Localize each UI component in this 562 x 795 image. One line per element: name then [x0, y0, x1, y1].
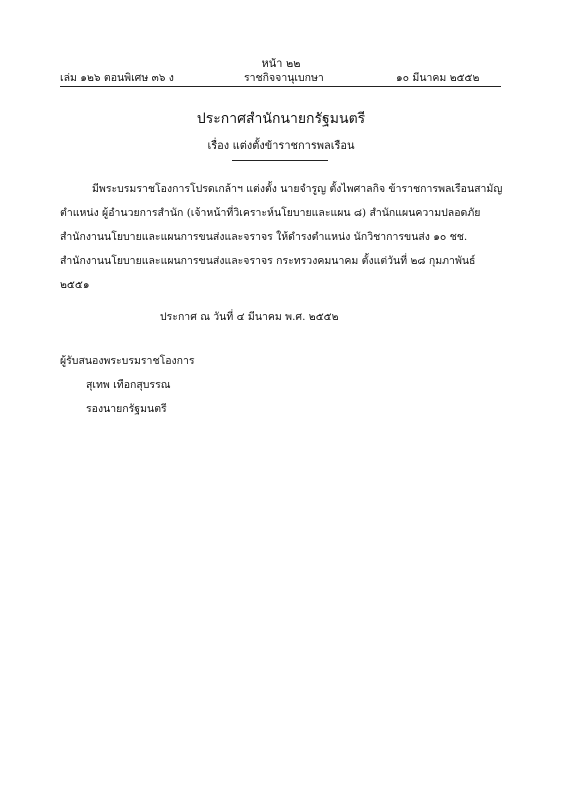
- body-line-3: สำนักงานนโยบายและแผนการขนส่งและจราจร ให้ดำรงตำแหน่ง นักวิชาการขนส่ง ๑๐ ชช.: [60, 231, 468, 243]
- body-line-4: สำนักงานนโยบายและแผนการขนส่งและจราจร กระทรวงคมนาคม ตั้งแต่วันที่ ๒๘ กุมภาพันธ์: [60, 255, 476, 267]
- signer-name: สุเทพ เทือกสุบรรณ: [86, 379, 171, 391]
- page-number: หน้า ๒๒: [261, 57, 301, 70]
- document-subject: เรื่อง แต่งตั้งข้าราชการพลเรือน: [207, 139, 355, 152]
- header-rule: [60, 86, 501, 87]
- announcement-date: ประกาศ ณ วันที่ ๔ มีนาคม พ.ศ. ๒๕๕๒: [160, 311, 339, 323]
- body-line-5: ๒๕๕๑: [60, 279, 90, 291]
- body-line-1: มีพระบรมราชโองการโปรดเกล้าฯ แต่งตั้ง นายจำรูญ ตั้งไพศาลกิจ ข้าราชการพลเรือนสามัญ: [92, 183, 503, 195]
- countersign-label: ผู้รับสนองพระบรมราชโองการ: [60, 355, 195, 367]
- title-divider: [232, 160, 328, 161]
- body-line-2: ตำแหน่ง ผู้อำนวยการสำนัก (เจ้าหน้าที่วิเคราะห์นโยบายและแผน ๘) สำนักแผนความปลอดภัย: [60, 207, 481, 219]
- document-title: ประกาศสำนักนายกรัฐมนตรี: [196, 111, 366, 127]
- signer-position: รองนายกรัฐมนตรี: [86, 403, 167, 415]
- publication-date: ๑๐ มีนาคม ๒๕๕๒: [396, 72, 480, 84]
- volume-section: เล่ม ๑๒๖ ตอนพิเศษ ๓๖ ง: [60, 72, 174, 84]
- publication-name: ราชกิจจานุเบกษา: [244, 72, 324, 84]
